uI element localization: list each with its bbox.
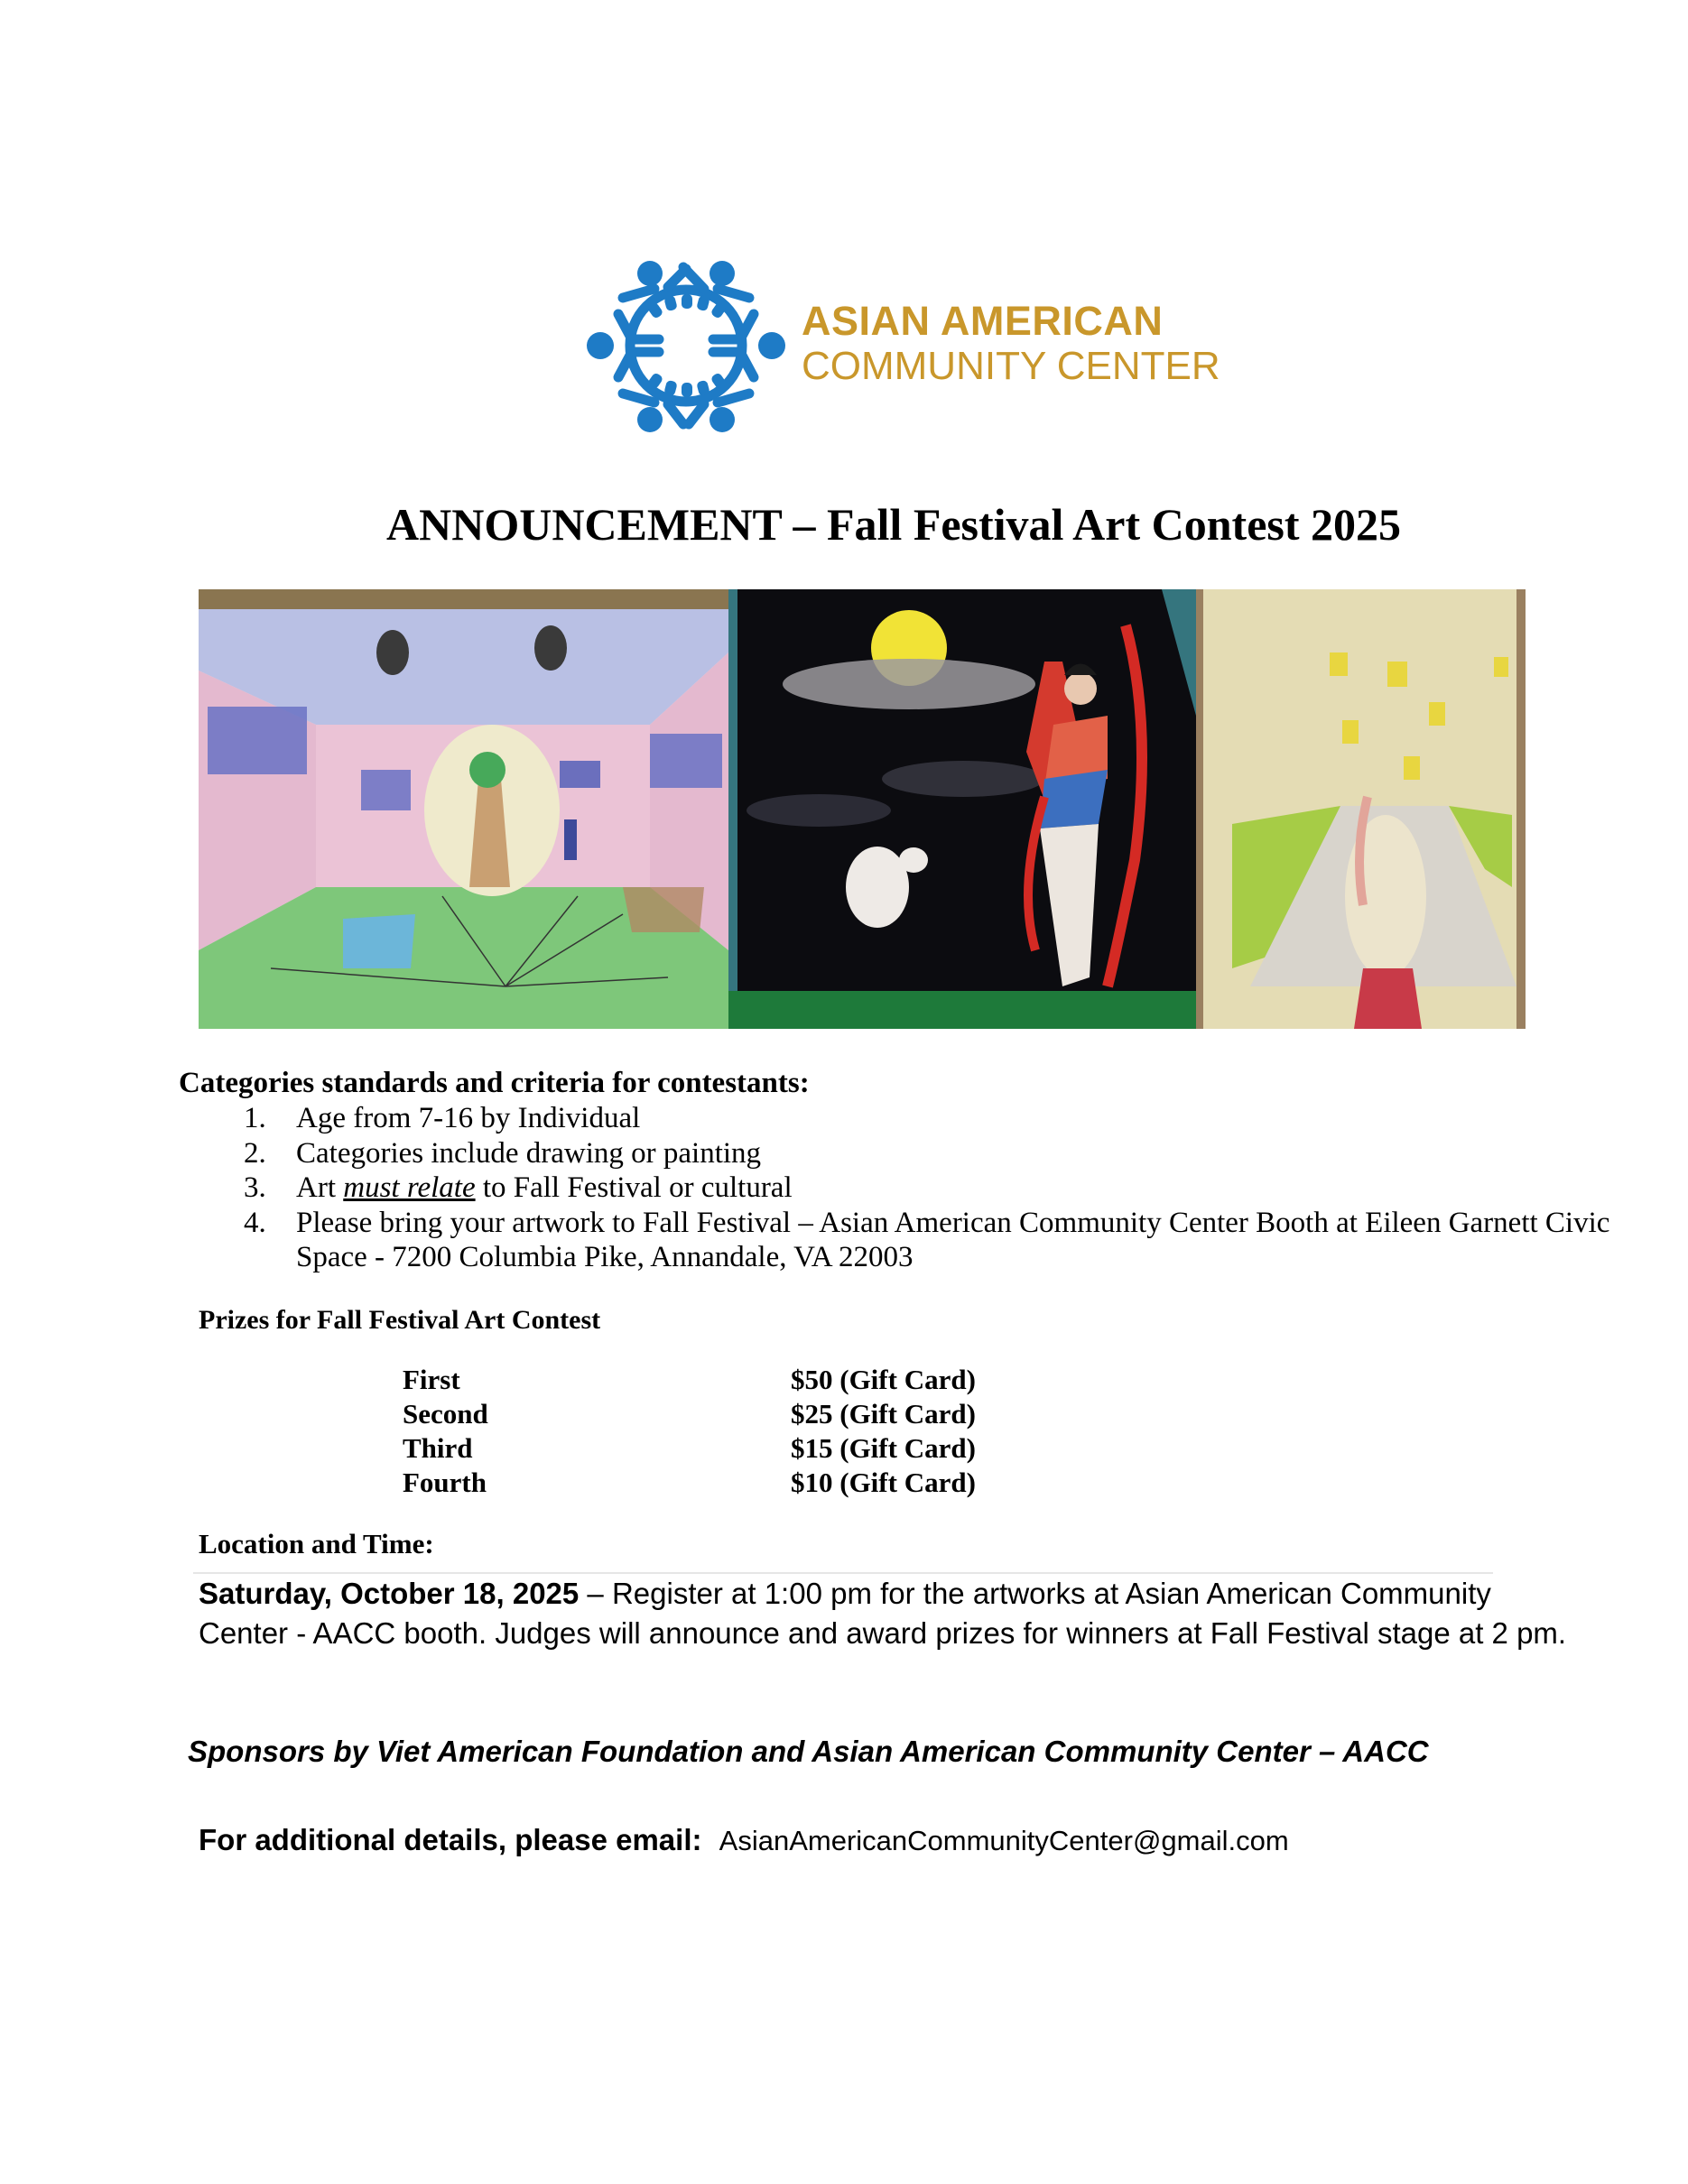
artwork-crayon-room [199, 589, 728, 1029]
prize-award: $10 (Gift Card) [791, 1467, 976, 1498]
contact-line [199, 1823, 1289, 1857]
contact-label: For additional details, please email: [199, 1823, 702, 1856]
criteria-number: 4. [244, 1206, 266, 1239]
contact-email-link[interactable]: AsianAmericanCommunityCenter@gmail.com [719, 1825, 1289, 1856]
event-details: Register at 1:00 pm for the artworks at Asian American Community Center - AACC booth. Judges will announce and award prizes for winners at Fall Festival stage at 2 pm. [199, 1577, 1567, 1650]
logo-mark [582, 251, 790, 440]
criteria-number: 3. [244, 1171, 266, 1204]
event-date: Saturday, October 18, 2025 [199, 1577, 580, 1610]
prize-place: First [403, 1364, 460, 1395]
criteria-item [244, 1136, 1632, 1171]
criteria-text: Categories include drawing or painting [296, 1136, 762, 1170]
prize-row [403, 1466, 976, 1500]
criteria-item [244, 1101, 1632, 1136]
criteria-item [244, 1206, 1632, 1275]
prize-award: $25 (Gift Card) [791, 1398, 976, 1430]
criteria-heading: Categories standards and criteria for contestants: [179, 1067, 810, 1099]
criteria-number: 1. [244, 1102, 266, 1134]
crayon-room-image [199, 589, 728, 1029]
prize-place: Third [403, 1432, 473, 1464]
prize-row [403, 1431, 976, 1466]
criteria-item [244, 1171, 1632, 1206]
prize-place: Fourth [403, 1467, 487, 1498]
criteria-text-post: to Fall Festival or cultural [475, 1171, 793, 1204]
artwork-lanterns-path [1196, 589, 1526, 1029]
sponsors-line: Sponsors by Viet American Foundation and Asian American Community Center – AACC [188, 1735, 1429, 1768]
community-circle-logo-icon [582, 251, 790, 440]
prize-award: $15 (Gift Card) [791, 1432, 976, 1464]
artwork-moon-goddess [728, 589, 1196, 1029]
prize-award: $50 (Gift Card) [791, 1364, 976, 1395]
moon-goddess-image [728, 589, 1196, 1029]
criteria-list [244, 1101, 1632, 1275]
logo-line-1: ASIAN AMERICAN [802, 298, 1164, 344]
location-details [199, 1574, 1571, 1653]
criteria-emphasis: must relate [343, 1171, 476, 1204]
criteria-number: 2. [244, 1136, 266, 1170]
lanterns-path-image [1196, 589, 1526, 1029]
criteria-text: Age from 7-16 by Individual [296, 1102, 641, 1134]
criteria-text-pre: Art [296, 1171, 344, 1204]
prize-place: Second [403, 1398, 488, 1430]
prize-row [403, 1397, 976, 1431]
date-separator: – [579, 1577, 612, 1610]
criteria-text: Please bring your artwork to Fall Festival – Asian American Community Center Booth at Eileen Garnett Civic Space - 7200 Columbia Pike, Annandale, VA 22003 [296, 1206, 1610, 1273]
logo-line-2: COMMUNITY CENTER [802, 344, 1220, 388]
page-title: ANNOUNCEMENT – Fall Festival Art Contest 2025 [386, 499, 1401, 550]
logo-wordmark [802, 298, 1220, 388]
prizes-heading: Prizes for Fall Festival Art Contest [199, 1305, 601, 1335]
prize-row [403, 1363, 976, 1397]
location-heading: Location and Time: [199, 1528, 434, 1559]
prize-table [403, 1363, 976, 1500]
artwork-strip [199, 589, 1526, 1029]
